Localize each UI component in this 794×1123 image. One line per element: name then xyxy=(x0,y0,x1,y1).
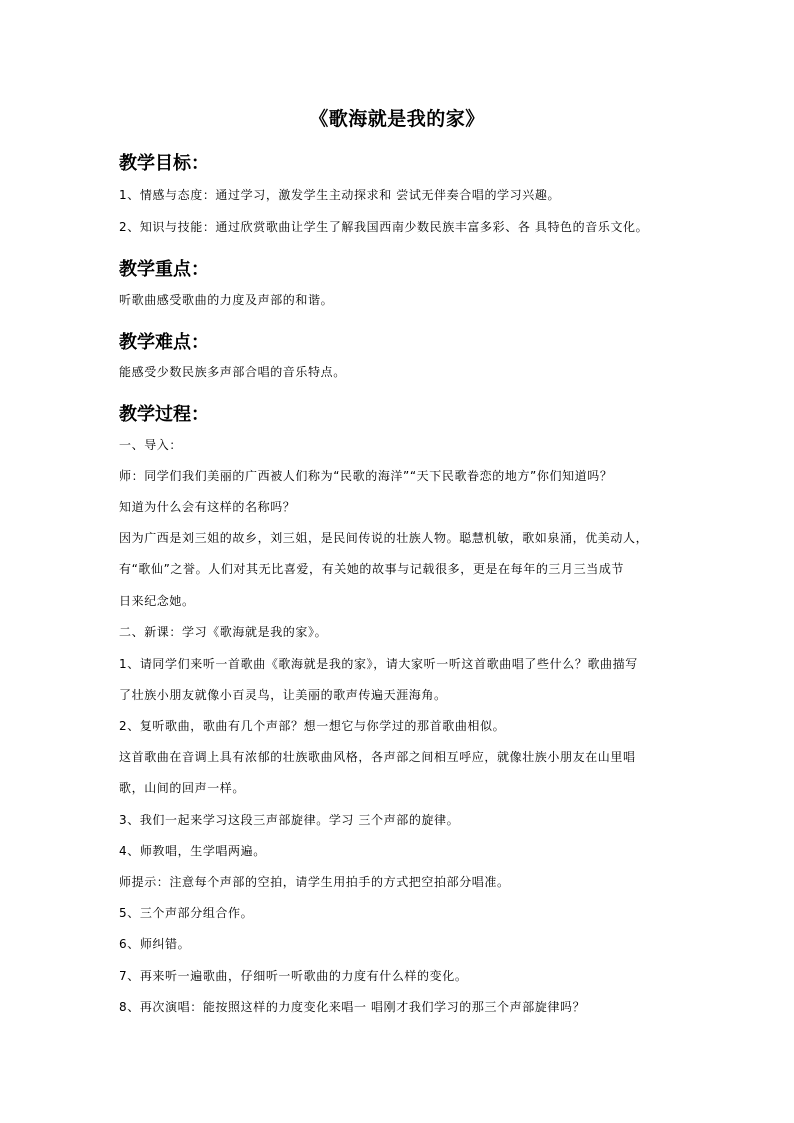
document-title: 《歌海就是我的家》 xyxy=(309,108,485,130)
process-line: 4、师教唱，生学唱两遍。 xyxy=(119,844,266,858)
process-line: 8、再次演唱：能按照这样的力度变化来唱一 唱刚才我们学习的那三个声部旋律吗？ xyxy=(119,1000,586,1014)
process-line: 歌，山间的回声一样。 xyxy=(119,781,246,795)
process-line: 师提示：注意每个声部的空拍，请学生用拍手的方式把空拍部分唱准。 xyxy=(119,875,510,889)
heading-objectives: 教学目标： xyxy=(119,153,209,174)
process-line: 这首歌曲在音调上具有浓郁的壮族歌曲风格，各声部之间相互呼应，就像壮族小朋友在山里唱 xyxy=(119,750,636,764)
heading-process: 教学过程： xyxy=(119,404,209,425)
process-line: 5、三个声部分组合作。 xyxy=(119,906,254,920)
process-line: 3、我们一起来学习这段三声部旋律。学习 三个声部的旋律。 xyxy=(119,813,460,827)
process-line: 知道为什么会有这样的名称吗？ xyxy=(119,500,296,514)
process-line: 6、师纠错。 xyxy=(119,937,191,951)
process-line: 1、请同学们来听一首歌曲《歌海就是我的家》，请大家听一听这首歌曲唱了些什么？歌曲描写 xyxy=(119,657,638,671)
difficulty-item-1: 能感受少数民族多声部合唱的音乐特点。 xyxy=(119,365,346,379)
process-line: 因为广西是刘三姐的故乡，刘三姐，是民间传说的壮族人物。聪慧机敏，歌如泉涌，优美动人， xyxy=(119,531,649,545)
process-line: 2、复听歌曲，歌曲有几个声部？想一想它与你学过的那首歌曲相似。 xyxy=(119,719,506,733)
process-line: 有“歌仙”之誉。人们对其无比喜爱，有关她的故事与记载很多，更是在每年的三月三当成节 xyxy=(119,562,625,576)
process-line: 7、再来听一遍歌曲，仔细听一听歌曲的力度有什么样的变化。 xyxy=(119,969,468,983)
process-line: 师：同学们我们美丽的广西被人们称为“民歌的海洋”“天下民歌眷恋的地方”你们知道吗？ xyxy=(119,469,613,483)
process-line: 日来纪念她。 xyxy=(119,594,195,608)
objective-item-2: 2、知识与技能：通过欣赏歌曲让学生了解我国西南少数民族丰富多彩、各 具特色的音乐文化。 xyxy=(119,220,649,234)
process-line: 二、新课：学习《歌海就是我的家》。 xyxy=(119,625,328,639)
process-line: 一、导入： xyxy=(119,438,183,452)
objective-item-1: 1、情感与态度：通过学习，激发学生主动探求和 尝试无伴奏合唱的学习兴趣。 xyxy=(119,188,561,202)
heading-difficulties: 教学难点： xyxy=(119,332,209,353)
process-line: 了壮族小朋友就像小百灵鸟，让美丽的歌声传遍天涯海角。 xyxy=(119,688,447,702)
key-point-item-1: 听歌曲感受歌曲的力度及声部的和谐。 xyxy=(119,293,334,307)
heading-key-points: 教学重点： xyxy=(119,259,209,280)
